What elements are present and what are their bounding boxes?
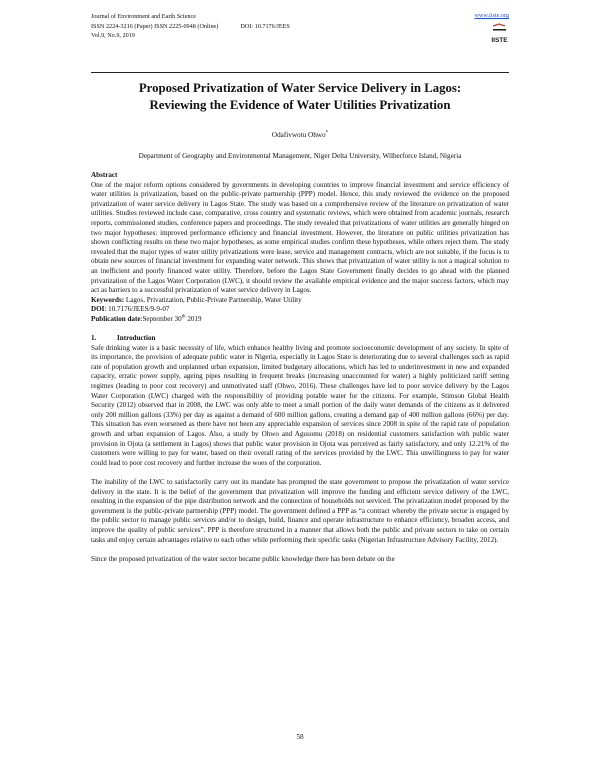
- paragraph-gap: [91, 545, 509, 555]
- issn-row: [91, 22, 290, 32]
- doi-line: [91, 305, 509, 315]
- intro-paragraph-3: Since the proposed privatization of the water sector became public knowledge there has been debate on the: [91, 554, 395, 563]
- volume-issue: Vol.9, No.9, 2019: [91, 32, 135, 39]
- paper-body: [91, 171, 509, 564]
- intro-paragraph-2: The inability of the LWC to satisfactorily carry out its mandate has prompted the state government to propose the privatization of water service delivery in the state. It is the belief of the government that privatization will improve the funding and efficient service delivery of the LWC, resulting in the expansion of the pipe distribution network and the connection of households not serviced. The privatization model proposed by the government is the public-private partnership (PPP) model. The government defined a PPP as “a contract whereby the private sector is engaged by the public sector to manage public services and/or to design, build, finance and operate infrastructure to enhance efficiency, broaden access, and improve the quality of public services”. PPP is therefore structured in a manner that allows both the public and private sectors to take on certain tasks and enjoy certain advantages relative to each other while performing their specific tasks (Nigerian Infrastructure Advisory Facility, 2012).: [91, 478, 509, 544]
- keywords-value: Lagos, Privatization, Public-Private Partnership, Water Utility: [124, 295, 302, 304]
- paper-title: [91, 80, 509, 114]
- author-line: [91, 131, 509, 139]
- keywords-label: Keywords:: [91, 295, 125, 304]
- abstract-heading: Abstract: [91, 171, 118, 179]
- section-heading-introduction: [91, 334, 509, 344]
- issn: ISSN 2224-3216 (Paper) ISSN 2225-0948 (Online): [91, 22, 219, 30]
- keywords-line: [91, 296, 509, 306]
- section-number: 1.: [91, 334, 97, 343]
- author-name: Odafivwotu Ohwo: [271, 131, 326, 139]
- journal-header: [91, 12, 290, 41]
- pubdate-year: 2019: [185, 314, 202, 323]
- intro-paragraph-1: Safe drinking water is a basic necessity of life, which enhance healthy living and promote socioeconomic development of any society. In spite of its importance, the provision of adequate public water in Nigeria, especially in Lagos State is deteriorating due to several challenges such as rapid rate of population growth and unplanned urban expansion, limited budgetary allocations, which has led to underinvestment in new and expanded capacity, erratic power supply, ageing pipes resulting in frequent breaks (increasing unaccounted for water) a highly politicized tariff setting regimes (leading to poor cost recovery) and unmotivated staff (Ohwo, 2016). These challenges have led to poor service delivery by the Lagos Water Corporation (LWC) charged with the responsibility of providing potable water for the citizens. For example, Stimson Global Health Security (2012) observed that in 2008, the LWC was only able to meet a small portion of the daily water demands of the citizens as it delivered only 200 million gallons (33%) per day as against a demand of 600 million gallons, creating a demand gap of 400 million gallons (66%) per day. This situation has even worsened as there have not been any appreciable expansion of services since 2008 in spite of the rapid rate of population growth and urban expansion of Lagos. Also, a study by Ohwo and Agusomu (2018) on residential customers satisfaction with public water provision in Ojota (a settlement in Lagos) shows that public water provision in Ojota was perceived as fairly satisfactory, and only 12.21% of the customers were willing to pay for water, based on their overall rating of the services provided by the LWC. This unwillingness to pay for water could lead to poor cost recovery and further increase the woes of the corporation.: [91, 343, 509, 467]
- iiste-logo-icon: [490, 23, 509, 45]
- pubdate-label: Publication date: [91, 314, 141, 323]
- pubdate-value: :September 30: [140, 314, 182, 323]
- journal-url-link[interactable]: www.iiste.org: [474, 12, 509, 19]
- header-rule: [91, 72, 509, 73]
- paragraph-gap: [91, 468, 509, 478]
- journal-doi: DOI: 10.7176/JEES: [240, 22, 290, 30]
- affiliation: Department of Geography and Environmental Management, Niger Delta University, Wilberforce Island, Nigeria: [138, 152, 462, 160]
- page-number: 58: [296, 733, 304, 741]
- doi-label: DOI: [91, 305, 105, 314]
- journal-name: Journal of Environment and Earth Science: [91, 13, 196, 20]
- pubdate-line: [91, 315, 509, 325]
- logo-text: IISTE: [491, 37, 508, 44]
- abstract-text: One of the major reform options considered by governments in developing countries to improve financial investment and service efficiency of water utilities is privatization, based on the public-private partnership (PPP) model. Hence, this study reviewed the evidence on the proposed privatization of water service delivery in Lagos State. The study was based on a comprehensive review of the literature on privatization of water utilities. Studies reviewed include case, comparative, cross country and systematic reviews, which were obtained from academic journals, research reports, commissioned studies, conference papers and proceedings. The study revealed that privatizations of water utilities are generally hinged on two major hypotheses: improved performance efficiency and financial investment. However, the literature on public utilities privatization has shown conflicting results on these two major hypotheses, as some empirical studies confirm these hypotheses, while others reject them. The study revealed that the major types of water utility privatizations were lease, service and management contracts, which are not suitable, if the focus is to obtain new sources of financial investment for expanding water network. This shows that privatization of water utility is not a magical solution to an inefficient and poorly financed water utility. Therefore, before the Lagos State Government finally decides to go ahead with the planned privatization of the Lagos Water Corporation (LWC), it should review the available empirical evidence and the major success factors, which may act as barriers to a successful privatization of water service delivery in Lagos.: [91, 180, 509, 295]
- pubdate-sup: th: [181, 314, 186, 320]
- title-line-2: Reviewing the Evidence of Water Utilities Privatization: [149, 98, 451, 112]
- title-line-1: Proposed Privatization of Water Service Delivery in Lagos:: [138, 81, 462, 95]
- author-mark: *: [325, 130, 329, 136]
- doi-value: : 10.7176/JEES/9-9-07: [104, 305, 170, 314]
- section-title: Introduction: [117, 334, 156, 343]
